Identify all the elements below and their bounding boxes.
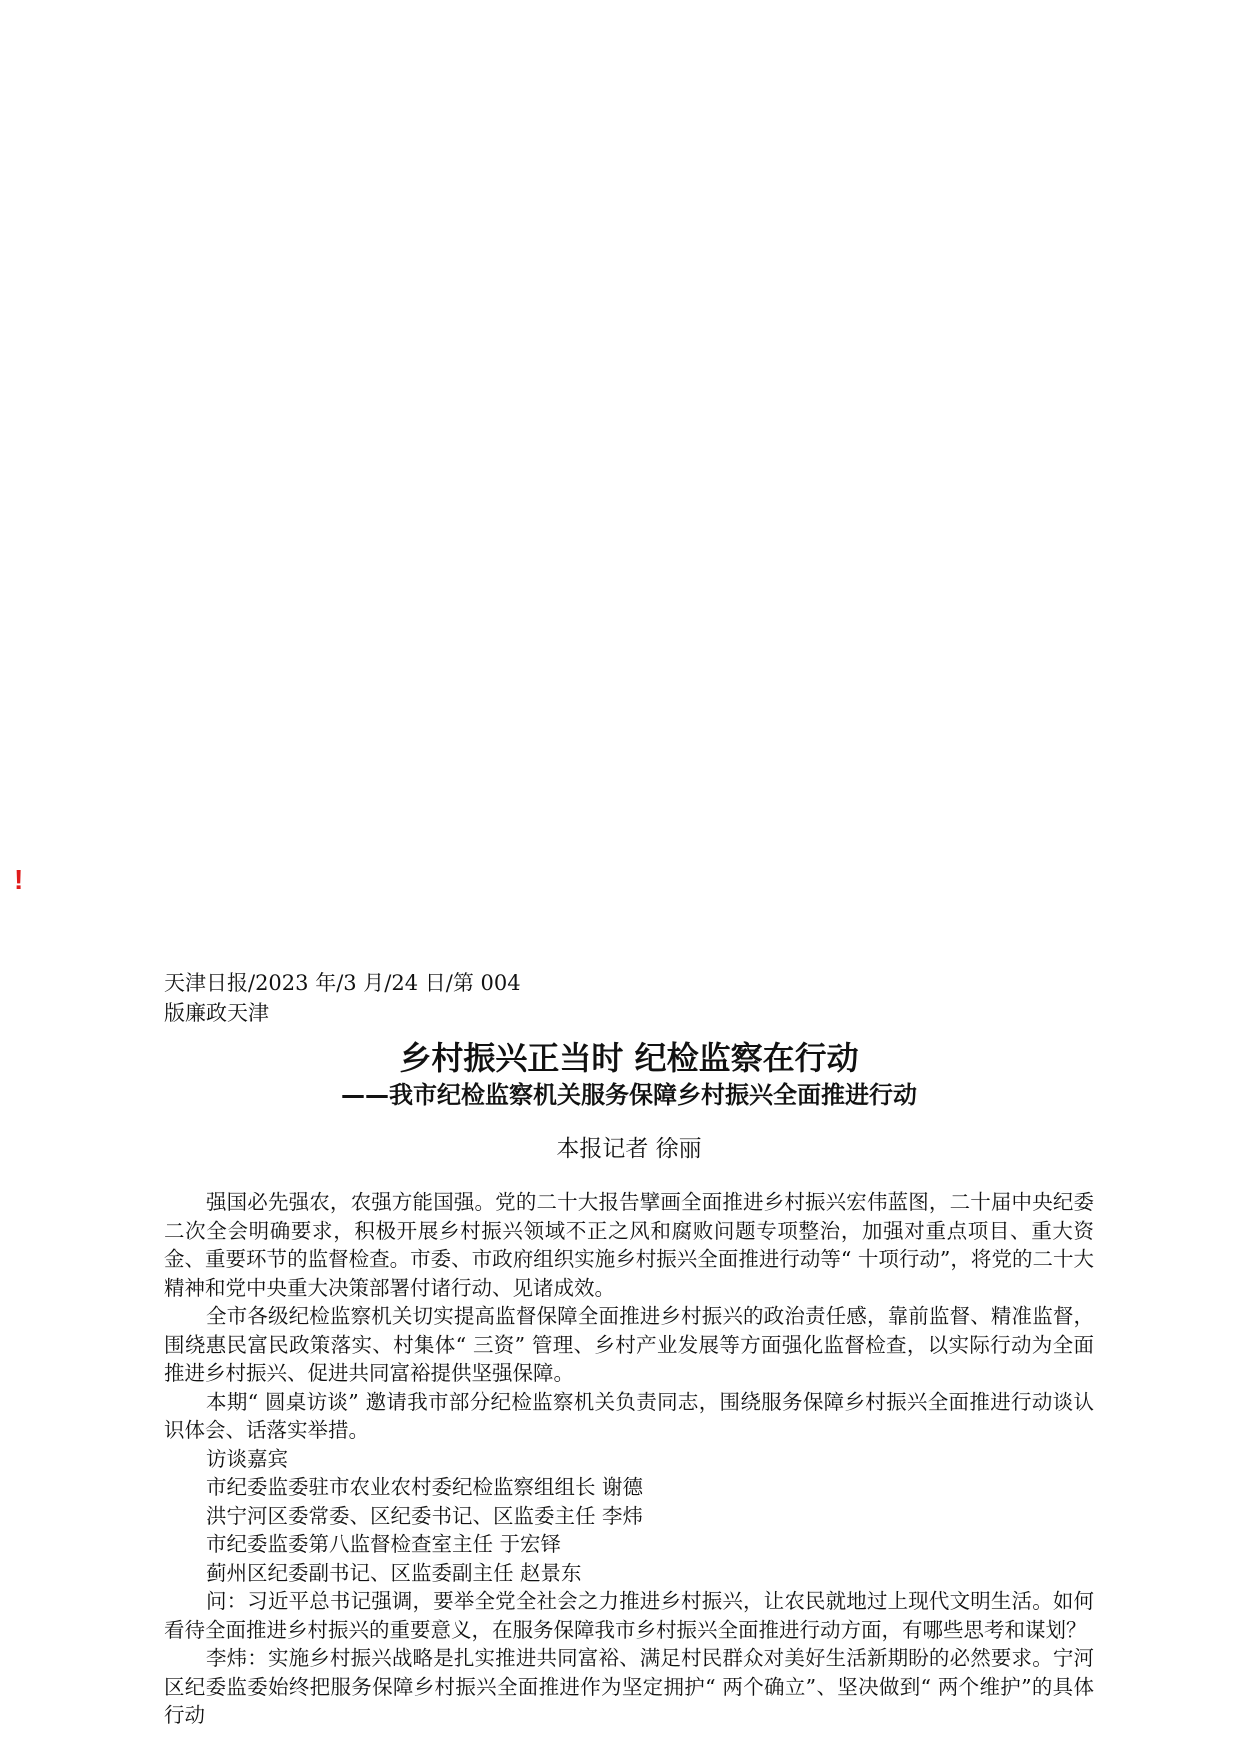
guest-heading: 访谈嘉宾 (206, 1446, 288, 1471)
paragraph: 本期“ 圆桌访谈” 邀请我市部分纪检监察机关负责同志，围绕服务保障乡村振兴全面推进行动谈认识体会、话落实举措。 (164, 1389, 1094, 1442)
source-line-section: 版廉政天津 (164, 1001, 269, 1025)
paragraph-intro: 强国必先强农，农强方能国强。党的二十大报告擘画全面推进乡村振兴宏伟蓝图，二十届中央纪委二次全会明确要求，积极开展乡村振兴领域不正之风和腐败问题专项整治，加强对重点项目、重大资金、重要环节的监督检查。市委、市政府组织实施乡村振兴全面推进行动等“ 十项行动”，将党的二十大精神和党中央重大决策部署付诸行动、见诸成效。 (164, 1190, 1094, 1300)
red-exclamation-mark: ! (14, 864, 24, 895)
paragraph: 全市各级纪检监察机关切实提高监督保障全面推进乡村振兴的政治责任感，靠前监督、精准监督，围绕惠民富民政策落实、村集体“ 三资” 管理、乡村产业发展等方面强化监督检查，以实际行动为全面推进乡村振兴、促进共同富裕提供坚强保障。 (164, 1304, 1094, 1385)
guest-item: 洪宁河区委常委、区纪委书记、区监委主任 李炜 (206, 1503, 644, 1528)
article-title: 乡村振兴正当时 纪检监察在行动 (399, 1039, 859, 1077)
article (164, 968, 1094, 1730)
source-line: 天津日报/2023 年/3 月/24 日/第 004 (164, 971, 521, 995)
article-subtitle: ——我市纪检监察机关服务保障乡村振兴全面推进行动 (341, 1081, 917, 1109)
answer: 李炜：实施乡村振兴战略是扎实推进共同富裕、满足村民群众对美好生活新期盼的必然要求。宁河区纪委监委始终把服务保障乡村振兴全面推进作为坚定拥护“ 两个确立”、坚决做到“ 两个维护”的具体行动 (164, 1646, 1094, 1727)
guest-item: 市纪委监委第八监督检查室主任 于宏铎 (206, 1532, 562, 1556)
byline: 本报记者 徐丽 (556, 1136, 702, 1162)
guest-item: 蓟州区纪委副书记、区监委副主任 赵景东 (206, 1560, 582, 1585)
question: 问：习近平总书记强调，要举全党全社会之力推进乡村振兴，让农民就地过上现代文明生活。如何看待全面推进乡村振兴的重要意义，在服务保障我市乡村振兴全面推进行动方面，有哪些思考和谋划？ (164, 1589, 1094, 1642)
guest-item: 市纪委监委驻市农业农村委纪检监察组组长 谢德 (206, 1475, 644, 1499)
